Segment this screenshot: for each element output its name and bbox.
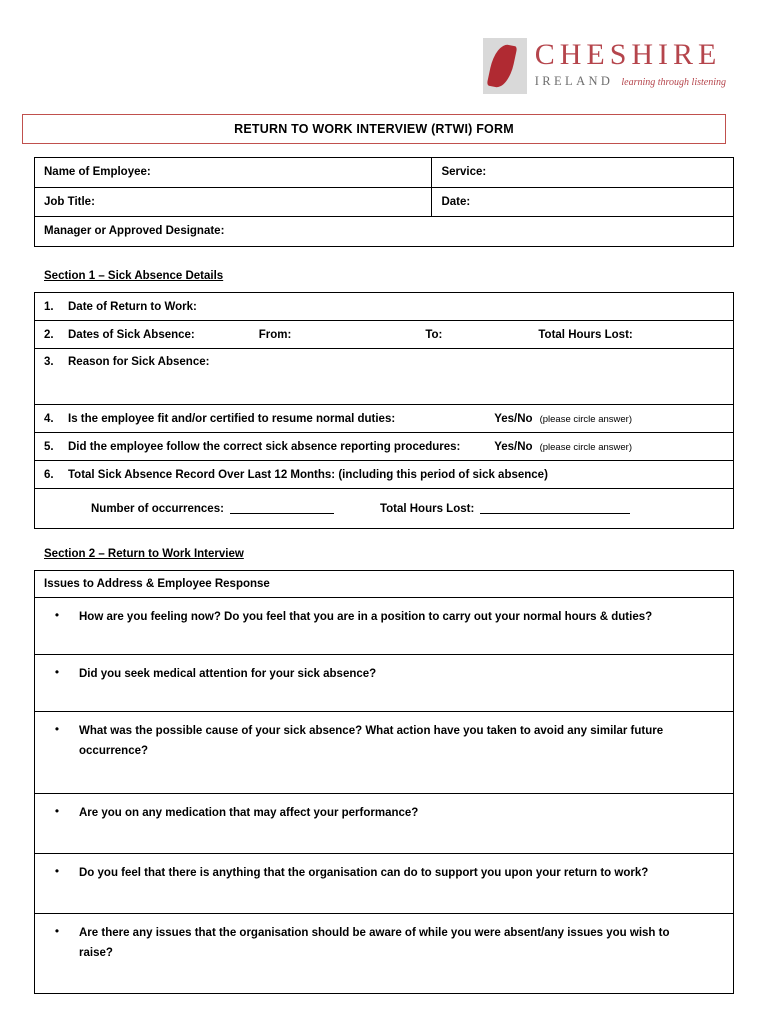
q4-yes-no-answer[interactable]: Yes/No (494, 412, 533, 425)
table-row (35, 217, 733, 247)
q1-number: 1. (44, 300, 54, 313)
field-date[interactable]: Date: (431, 188, 733, 217)
q5-yes-no-answer[interactable]: Yes/No (494, 440, 533, 453)
list-item[interactable] (35, 914, 733, 994)
question-1-text: How are you feeling now? Do you feel that you are in a position to carry out your normal hours & duties? (79, 611, 653, 623)
field-manager-or-approved-designate[interactable]: Manager or Approved Designate: (44, 225, 225, 238)
q3-number: 3. (44, 356, 54, 368)
logo-country: IRELAND (534, 74, 614, 88)
table-row (35, 433, 733, 461)
list-item[interactable] (35, 854, 733, 914)
page-title: RETURN TO WORK INTERVIEW (RTWI) FORM (234, 122, 514, 136)
section-1-heading: Section 1 – Sick Absence Details (44, 270, 224, 282)
table-row (35, 489, 733, 529)
q1-label[interactable]: Date of Return to Work: (68, 300, 197, 313)
q5-label: Did the employee follow the correct sick absence reporting procedures: (68, 440, 461, 453)
q6-occurrences-input[interactable] (230, 503, 334, 514)
bullet-icon: • (54, 924, 60, 938)
question-5-text: Do you feel that there is anything that the organisation can do to support you upon your return to work? (79, 867, 649, 879)
employee-info-table (34, 157, 734, 247)
form-title-bar (22, 114, 726, 144)
q6-total-hours-lost-input[interactable] (480, 503, 630, 514)
field-job-title[interactable]: Job Title: (44, 195, 95, 208)
list-item[interactable] (35, 655, 733, 712)
q4-note: (please circle answer) (539, 413, 632, 425)
bullet-icon: • (54, 722, 60, 736)
q5-note: (please circle answer) (539, 441, 632, 453)
q2-from-field[interactable]: From: (258, 328, 292, 341)
list-item[interactable] (35, 712, 733, 794)
table-row (35, 405, 733, 433)
logo-text (535, 38, 726, 89)
table-row (35, 349, 733, 405)
q6-total-hours-lost-label: Total Hours Lost: (379, 502, 475, 515)
bullet-icon: • (54, 864, 60, 878)
q2-label: Dates of Sick Absence: (68, 328, 195, 341)
q6-number: 6. (44, 468, 54, 481)
q5-number: 5. (44, 440, 54, 453)
question-2-text: Did you seek medical attention for your sick absence? (79, 668, 377, 680)
table-row (35, 188, 733, 218)
section-1-table (34, 292, 734, 529)
q3-label[interactable]: Reason for Sick Absence: (68, 356, 210, 368)
q6-occurrences-label: Number of occurrences: (91, 502, 224, 515)
table-row (35, 461, 733, 489)
cheshire-ireland-logo (483, 38, 726, 100)
table-header-row (35, 571, 733, 598)
field-service[interactable]: Service: (431, 158, 733, 187)
q4-number: 4. (44, 412, 54, 425)
logo-name: CHESHIRE (534, 38, 722, 71)
question-3-text: What was the possible cause of your sick absence? What action have you taken to avoid any similar future occurrence? (79, 725, 664, 758)
q4-label: Is the employee fit and/or certified to resume normal duties: (68, 412, 396, 425)
table-row (35, 321, 733, 349)
question-4-text: Are you on any medication that may affect your performance? (79, 807, 419, 819)
q2-to-field[interactable]: To: (425, 328, 443, 341)
issues-to-address-header: Issues to Address & Employee Response (44, 578, 270, 590)
bullet-icon: • (54, 804, 60, 818)
table-row (35, 158, 733, 188)
q2-number: 2. (44, 328, 54, 341)
list-item[interactable] (35, 598, 733, 655)
question-6-text: Are there any issues that the organisation should be aware of while you were absent/any issues you wish to raise? (79, 927, 670, 960)
section-2-table (34, 570, 734, 994)
bullet-icon: • (54, 665, 60, 679)
table-row (35, 293, 733, 321)
q6-label: Total Sick Absence Record Over Last 12 Months: (including this period of sick absence) (68, 468, 548, 481)
q2-total-hours-lost-field[interactable]: Total Hours Lost: (538, 328, 633, 341)
logo-tagline: learning through listening (621, 77, 726, 88)
list-item[interactable] (35, 794, 733, 854)
bullet-icon: • (54, 608, 60, 622)
field-name-of-employee[interactable]: Name of Employee: (44, 166, 151, 179)
section-2-heading: Section 2 – Return to Work Interview (44, 548, 244, 560)
logo-mark-icon (483, 38, 527, 94)
